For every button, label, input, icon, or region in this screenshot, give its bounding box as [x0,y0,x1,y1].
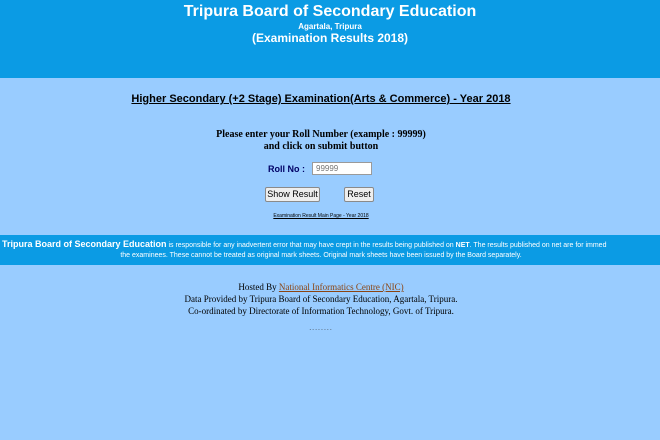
disclaimer-line-2: the examinees. These cannot be treated as original mark sheets. Original mark sheets have been issued by the Board separately. [120,252,522,259]
board-title: Tripura Board of Secondary Education [183,3,477,20]
page-footer [0,281,642,317]
disclaimer-text-pre: is responsible for any inadvertent error that may have crept in the results being published on [166,242,456,249]
footer-dots: ........ [309,325,333,332]
disclaimer-org: Tripura Board of Secondary Education [2,239,167,249]
disclaimer-banner [0,235,660,265]
board-location: Agartala, Tripura [298,22,362,31]
roll-number-input[interactable] [312,162,372,175]
main-page-link[interactable]: Examination Result Main Page - Year 2018 [273,213,369,219]
instruction-line-2: and click on submit button [263,141,379,152]
hosted-by-line [0,281,642,293]
exam-title: Higher Secondary (+2 Stage) Examination(Arts & Commerce) - Year 2018 [131,93,511,105]
show-result-button[interactable]: Show Result [265,187,320,202]
instruction-line-1: Please enter your Roll Number (example : 99999) [216,129,426,140]
hosted-by-label: Hosted By [238,282,279,292]
nic-link[interactable]: National Informatics Centre (NIC) [278,282,404,292]
reset-button[interactable]: Reset [344,187,374,202]
roll-number-label: Roll No : [268,164,305,174]
page-header [0,0,660,78]
results-title: (Examination Results 2018) [251,31,409,45]
disclaimer-line-1 [2,239,606,249]
disclaimer-text-post: . The results published on net are for immed [469,242,607,249]
disclaimer-net: NET [455,242,470,249]
instruction-text [0,129,642,153]
coordinated-line: Co-ordinated by Directorate of Information Technology, Govt. of Tripura. [188,306,454,316]
data-provided-line: Data Provided by Tripura Board of Secondary Education, Agartala, Tripura. [184,294,458,304]
